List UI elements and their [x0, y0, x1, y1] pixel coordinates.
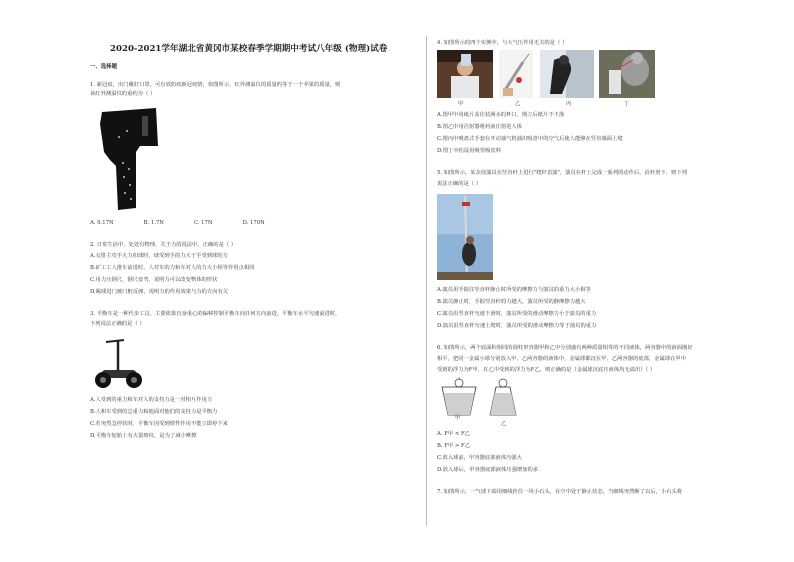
q2-option-d: D.踢球进门被门框反弹，说明力的作用效果与力的方向有关	[90, 289, 229, 295]
q1-option-a: A. 0.17N	[90, 220, 114, 226]
q6-figure-label-yi: 乙	[501, 421, 507, 427]
q4-photo-jia	[437, 50, 493, 98]
q3-option-b: B.人和车受到的总重力和地面对他们的支持力是平衡力	[90, 409, 218, 415]
q3-option-c: C.若突然急停状时，平衡车因受到惯性作用不能立即停下来	[90, 421, 228, 427]
q1-option-b: B. 1.7N	[143, 220, 164, 226]
q3-line-1: 3. 平衡车是一种代步工具，主要依靠自身重心的偏移控制平衡车向任何方向前进，平衡车水平匀速前进时，	[90, 311, 341, 317]
q6-option-c: C.放入球前，甲容器底部液体压强大	[437, 455, 523, 461]
q7-line-1: 7. 如图所示，一气球下端用细线拴住一块小石头，在空中处于静止状态，当细线突然断了以后，小石头将	[437, 489, 683, 495]
q5-option-b: B.演员静止时，手握竖直杆的力越大，演员所受的静摩擦力越大	[437, 299, 586, 305]
q1-options	[90, 220, 295, 226]
q4-option-a: A.图甲中用纸片盖住装满水的杯口，倒立后纸片不下落	[437, 112, 565, 118]
q3-line-2: 下列说法正确的是（ ）	[90, 321, 145, 327]
q2-option-a: A.女排主攻手大力扣球时，球受到手的力大于手受到球的力	[90, 253, 228, 259]
q3-option-d: D.平衡车轮胎上有大量斑纹，是为了减小摩擦	[90, 433, 197, 439]
q4-option-b: B.图乙中用注射器将药液注射进人体	[437, 124, 523, 130]
q1-option-d: D. 170N	[242, 220, 265, 226]
q6-line-3: 受到的浮力为F甲，在乙中受到的浮力为F乙，则正确的是（金属球沉底且液体均无溢出）（ ）	[437, 367, 656, 373]
q6-line-1: 6. 如图所示，两个底面积相同的圆柱形容器甲和乙中分别盛有两种质量相等的不同液体，两容器中的液面刚好	[437, 345, 693, 351]
q5-option-c: C.演员沿竖直杆匀速下滑时，演员所受的滑动摩擦力小于演员的重力	[437, 311, 597, 317]
q3-option-a: A.人受到的重力和车对人的支持力是一对相互作用力	[90, 397, 213, 403]
column-divider	[426, 36, 427, 526]
pole-climbing-figure	[437, 194, 493, 280]
q4-caption-jia: 甲	[458, 101, 464, 107]
q5-line-1: 5. 如图所示，某杂技演员在竖直杆上进行"爬杆表演"，演员在杆上完成一系列的动作后，沿杆滑下，则下列	[437, 170, 687, 176]
q4-caption-yi: 乙	[515, 101, 521, 107]
q4-option-c: C.图丙中吸盘式手套在开动抽气机抽出吸盘中的空气后使人能够在竖直墙面上爬	[437, 136, 623, 142]
q6-figure-label-jia: 甲	[455, 415, 461, 421]
q2-option-b: B.矿工工人推车前进时，人对车的力和车对人的力大小相等作用点相同	[90, 265, 255, 271]
containers-figure	[440, 377, 520, 423]
q4-option-d: D.图丁中松鼠用吸管吸饮料	[437, 148, 502, 154]
q4-caption-bing: 丙	[566, 101, 572, 107]
q1-option-c: C. 17N	[193, 220, 213, 226]
page-title: 2020-2021学年湖北省黄冈市某校春季学期期中考试八年级 (物理)试卷	[110, 44, 388, 54]
section-heading: 一、选择题	[90, 64, 117, 70]
q5-option-d: D.演员沿竖直杆匀速上爬时，演员所受的滑动摩擦力等于演员的重力	[437, 323, 597, 329]
q5-option-a: A.演员用手握住竖直杆静止时所受的摩擦力与演员的重力大小相等	[437, 287, 591, 293]
q4-photo-yi	[499, 50, 533, 98]
q6-option-d: D.放入球后，甲容器底部液体压强增加的多	[437, 467, 539, 473]
q4-photo-bing	[540, 50, 594, 98]
q4-caption-ding: 丁	[624, 101, 630, 107]
q6-option-b: B. F甲 > F乙	[437, 443, 471, 449]
q6-option-a: A. F甲 < F乙	[437, 431, 470, 437]
q4-line-1: 4. 如图所示的四个实例中，与大气压作用无关的是（ ）	[437, 40, 568, 46]
q1-line-2: 该红外测温仪的重约为（ ）	[90, 91, 156, 97]
q5-line-2: 说法正确的是（ ）	[437, 181, 482, 187]
q2-option-c: C.用力压钢尺，钢尺变弯，说明力可以改变物体的形状	[90, 277, 218, 283]
q1-line-1: 1. 新冠疫，出门戴好口罩，可有效防疫新冠疫情，如图所示，红外测温仪的质量约等于一个苹果的质量，则	[90, 82, 341, 88]
thermometer-figure	[96, 106, 162, 212]
q6-line-2: 相平，把同一金属小球分别放入甲、乙两容器的液体中，金属球都沉在甲、乙两容器的底部，金属球在甲中	[437, 356, 686, 362]
q4-photo-ding	[599, 50, 655, 98]
q2-line-1: 2. 日常生活中，处处有物理，关于力的说法中，正确的是（ ）	[90, 242, 237, 248]
balance-scooter-figure	[94, 336, 142, 390]
